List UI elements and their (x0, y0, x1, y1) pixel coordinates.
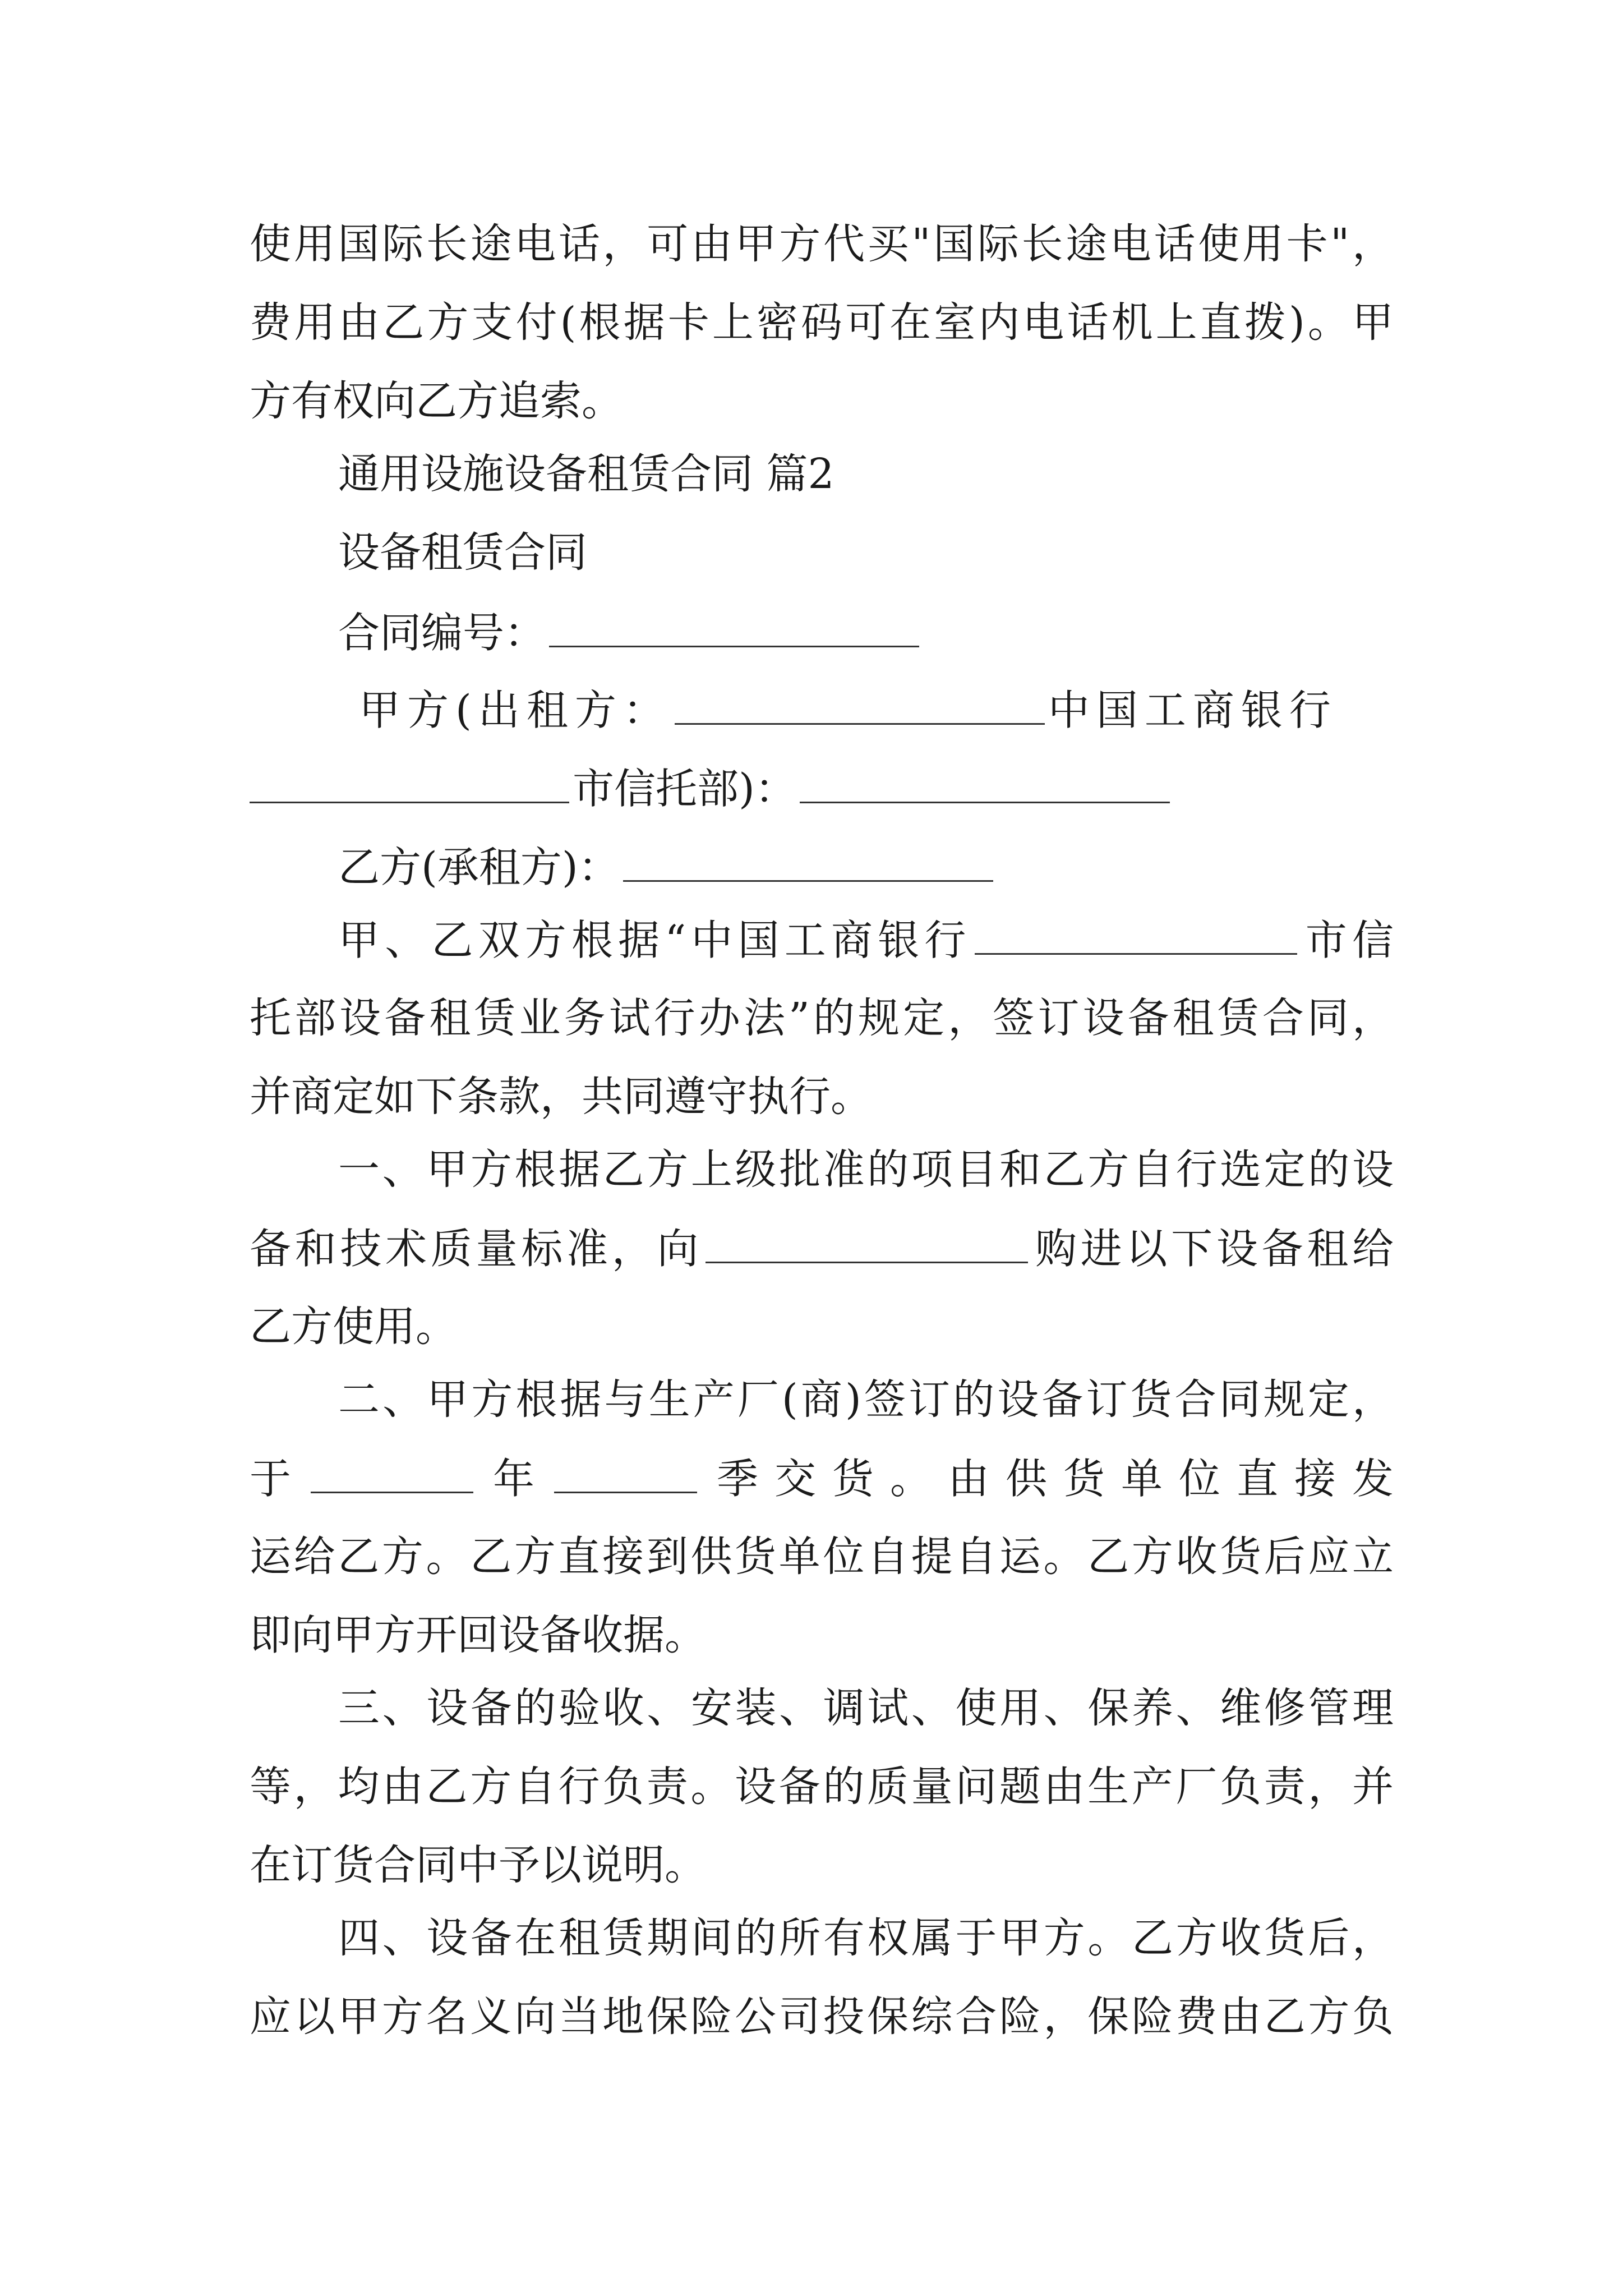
city-blank (250, 767, 569, 803)
contract-number-label: 合同编号： (338, 609, 546, 657)
quarter-blank (554, 1457, 697, 1493)
city-blank (975, 919, 1297, 955)
clause-4: 四、设备在租赁期间的所有权属于甲方。乙方收货后， (338, 1914, 1394, 1962)
clause-1: 一、甲方根据乙方上级批准的项目和乙方自行选定的设 (338, 1145, 1394, 1194)
text-line: 在订货合同中予以说明。 (250, 1841, 706, 1889)
text-line: 运给乙方。乙方直接到供货单位自提自运。乙方收货后应立 (250, 1533, 1394, 1581)
party-a-line-2 (250, 765, 1394, 813)
text-fragment: 备和技术质量标准，向 (250, 1225, 703, 1273)
contract-number-line (338, 609, 1394, 657)
text-fragment: 甲、乙双方根据“中国工商银行 (338, 916, 971, 965)
party-a-label: 甲方(出租方： (359, 686, 671, 735)
text-line: 托部设备租赁业务试行办法”的规定，签订设备租赁合同， (250, 994, 1394, 1042)
text-line: 即向甲方开回设备收据。 (250, 1611, 706, 1659)
party-a-name-blank (800, 767, 1170, 803)
text-line (250, 1455, 1394, 1503)
section-title: 通用设施设备租赁合同 篇2 (338, 450, 834, 498)
party-a-blank (675, 689, 1045, 725)
supplier-blank (706, 1227, 1028, 1263)
year-blank (311, 1457, 473, 1493)
text-line: 方有权向乙方追索。 (250, 377, 623, 425)
text-line: 应以甲方名义向当地保险公司投保综合险，保险费由乙方负 (250, 1993, 1394, 2041)
party-b-blank (623, 846, 993, 882)
party-b-line (338, 843, 1394, 892)
text-line: 费用由乙方支付(根据卡上密码可在室内电话机上直拨)。甲 (250, 298, 1394, 347)
text-fragment: 于 (250, 1455, 307, 1503)
text-line: 等，均由乙方自行负责。设备的质量问题由生产厂负责，并 (250, 1763, 1394, 1811)
text-line: 乙方使用。 (250, 1303, 457, 1351)
party-b-label: 乙方(承租方)： (338, 843, 620, 892)
text-line (250, 1225, 1394, 1273)
text-fragment: 季交货。由供货单位直接发 (700, 1455, 1394, 1503)
party-a-line (359, 686, 1394, 735)
clause-3: 三、设备的验收、安装、调试、使用、保养、维修管理 (338, 1684, 1394, 1732)
text-line (338, 916, 1394, 965)
text-fragment: 年 (477, 1455, 551, 1503)
text-fragment: 购进以下设备租给 (1031, 1225, 1394, 1273)
contract-title: 设备租赁合同 (338, 528, 587, 577)
party-a-bank: 中国工商银行 (1048, 686, 1338, 735)
contract-number-blank (549, 611, 919, 647)
clause-2: 二、甲方根据与生产厂(商)签订的设备订货合同规定， (338, 1375, 1394, 1424)
text-line: 使用国际长途电话，可由甲方代买"国际长途电话使用卡"， (250, 220, 1394, 268)
text-line: 并商定如下条款，共同遵守执行。 (250, 1073, 872, 1121)
trust-dept-label: 市信托部)： (573, 765, 796, 813)
text-fragment: 市信 (1300, 916, 1394, 965)
